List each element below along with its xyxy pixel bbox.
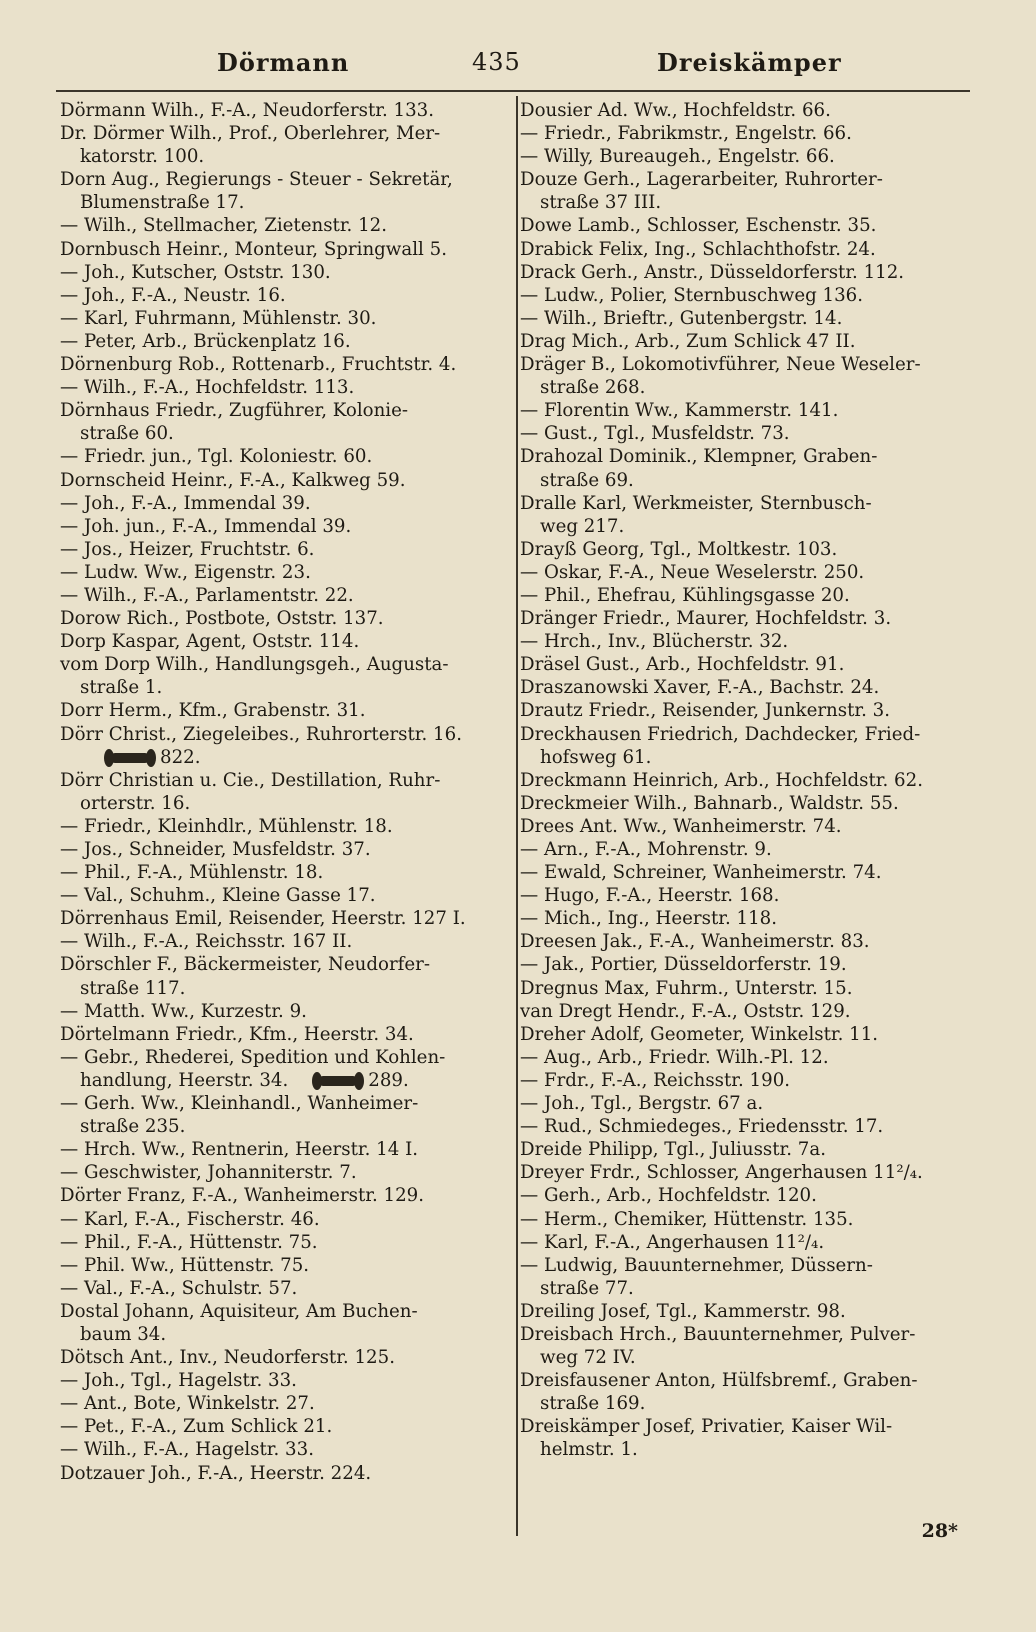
entry-text: Dreckmann Heinrich, Arb., Hochfeldstr. 62. <box>520 769 923 791</box>
directory-entry <box>60 607 488 630</box>
entry-text: Douze Gerh., Lagerarbeiter, Ruhrorter- <box>520 169 883 191</box>
entry-text: Dörmann Wilh., F.-A., Neudorferstr. 133. <box>60 100 435 121</box>
entry-text: — Karl, F.-A., Fischerstr. 46. <box>60 1208 320 1230</box>
directory-entry <box>520 977 948 1000</box>
entry-text: Drayß Georg, Tgl., Moltkestr. 103. <box>520 538 838 560</box>
entry-text: — Friedr., Kleinhdlr., Mühlenstr. 18. <box>60 815 393 837</box>
entry-text: — Geschwister, Johanniterstr. 7. <box>60 1162 357 1184</box>
directory-entry <box>60 1369 488 1392</box>
entry-text: — Phil. Ww., Hüttenstr. 75. <box>60 1254 310 1276</box>
directory-entry <box>520 723 948 769</box>
entry-continuation: straße 60. <box>80 423 174 445</box>
entry-text: — Ewald, Schreiner, Wanheimerstr. 74. <box>520 862 882 884</box>
entry-text: Dr. Dörmer Wilh., Prof., Oberlehrer, Mer- <box>60 123 441 145</box>
directory-entry <box>60 861 488 884</box>
entry-text: — Mich., Ing., Heerstr. 118. <box>520 908 778 930</box>
entry-text: — Joh., F.-A., Neustr. 16. <box>60 284 286 306</box>
right-column <box>520 99 948 1462</box>
directory-entry <box>60 99 488 122</box>
telephone-line <box>60 746 488 769</box>
directory-entry <box>520 330 948 353</box>
entry-continuation: Blumenstraße 17. <box>80 192 245 214</box>
entry-text: — Wilh., Brieftr., Gutenbergstr. 14. <box>520 307 843 329</box>
entry-text: Dörr Christian u. Cie., Destillation, Ruhr- <box>60 769 441 791</box>
entry-continuation: straße 235. <box>80 1116 186 1138</box>
directory-entry <box>60 907 488 930</box>
entry-text: Dötsch Ant., Inv., Neudorferstr. 125. <box>60 1347 395 1369</box>
entry-text: — Oskar, F.-A., Neue Weselerstr. 250. <box>520 561 865 583</box>
entry-text: Dreesen Jak., F.-A., Wanheimerstr. 83. <box>520 931 870 953</box>
entry-text: — Phil., F.-A., Hüttenstr. 75. <box>60 1231 318 1253</box>
entry-text: — Friedr., Fabrikmstr., Engelstr. 66. <box>520 123 852 145</box>
entry-text: Drahozal Dominik., Klempner, Graben- <box>520 446 878 468</box>
entry-text: Dörrenhaus Emil, Reisender, Heerstr. 127 I. <box>60 908 466 930</box>
entry-text: Dreiskämper Josef, Privatier, Kaiser Wil- <box>520 1416 893 1438</box>
directory-entry <box>520 1300 948 1323</box>
directory-entry <box>520 214 948 237</box>
directory-entry <box>60 168 488 214</box>
directory-entry <box>520 1023 948 1046</box>
directory-entry <box>60 376 488 399</box>
directory-entry <box>60 1346 488 1369</box>
directory-entry <box>60 653 488 699</box>
directory-entry <box>520 815 948 838</box>
directory-entry <box>60 1000 488 1023</box>
entry-text: — Jos., Heizer, Fruchtstr. 6. <box>60 538 315 560</box>
directory-entry <box>60 1184 488 1207</box>
directory-entry <box>60 930 488 953</box>
entry-text: — Ludw. Ww., Eigenstr. 23. <box>60 561 311 583</box>
entry-text: — Hrch., Inv., Blücherstr. 32. <box>520 631 789 653</box>
header-left-keyword: Dörmann <box>217 48 350 77</box>
directory-entry <box>60 1092 488 1138</box>
entry-text: — Wilh., F.-A., Reichsstr. 167 II. <box>60 931 353 953</box>
directory-entry <box>520 699 948 722</box>
telephone-icon <box>110 753 150 763</box>
entry-text: Dörr Christ., Ziegeleibes., Ruhrorterstr. 16. <box>60 723 462 745</box>
entry-continuation: straße 1. <box>80 677 163 699</box>
entry-text: Dousier Ad. Ww., Hochfeldstr. 66. <box>520 100 831 121</box>
entry-text: Dörschler F., Bäckermeister, Neudorfer- <box>60 954 431 976</box>
directory-entry <box>60 261 488 284</box>
entry-text: Dreckmeier Wilh., Bahnarb., Waldstr. 55. <box>520 792 899 814</box>
entry-text: — Karl, F.-A., Angerhausen 11²/₄. <box>520 1231 825 1253</box>
directory-entry <box>60 1462 488 1485</box>
directory-entry <box>60 561 488 584</box>
entry-text: van Dregt Hendr., F.-A., Oststr. 129. <box>520 1000 851 1022</box>
signature-mark: 28* <box>921 1520 958 1542</box>
entry-text: Dreisbach Hrch., Bauunternehmer, Pulver- <box>520 1323 916 1345</box>
directory-entry <box>60 515 488 538</box>
directory-entry <box>60 284 488 307</box>
entry-text: — Ludwig, Bauunternehmer, Düssern- <box>520 1254 873 1276</box>
directory-entry <box>520 1161 948 1184</box>
entry-text: Dralle Karl, Werkmeister, Sternbusch- <box>520 492 872 514</box>
directory-entry <box>520 630 948 653</box>
entry-text: — Phil., F.-A., Mühlenstr. 18. <box>60 862 324 884</box>
entry-text: Dörnenburg Rob., Rottenarb., Fruchtstr. 4. <box>60 354 457 376</box>
entry-continuation: katorstr. 100. <box>80 146 205 168</box>
entry-text: — Friedr. jun., Tgl. Koloniestr. 60. <box>60 446 373 468</box>
entry-text: — Ludw., Polier, Sternbuschweg 136. <box>520 284 864 306</box>
directory-entry <box>520 838 948 861</box>
directory-entry <box>60 1046 488 1092</box>
directory-entry <box>520 1000 948 1023</box>
entry-continuation: weg 217. <box>540 515 625 537</box>
entry-text: — Ant., Bote, Winkelstr. 27. <box>60 1393 315 1415</box>
directory-entry <box>520 538 948 561</box>
directory-entry <box>520 284 948 307</box>
directory-entry <box>60 1231 488 1254</box>
entry-text: Dränger Friedr., Maurer, Hochfeldstr. 3. <box>520 608 892 630</box>
entry-continuation: orterstr. 16. <box>80 792 191 814</box>
directory-entry <box>520 676 948 699</box>
directory-entry <box>60 584 488 607</box>
entry-continuation: straße 69. <box>540 469 634 491</box>
directory-entry <box>520 861 948 884</box>
directory-entry <box>60 838 488 861</box>
directory-entry <box>520 584 948 607</box>
directory-entry <box>520 1092 948 1115</box>
header-right-keyword: Dreiskämper <box>657 48 842 77</box>
directory-entry <box>60 469 488 492</box>
directory-entry <box>520 792 948 815</box>
entry-text: Dörnhaus Friedr., Zugführer, Kolonie- <box>60 400 409 422</box>
entry-text: — Wilh., F.-A., Parlamentstr. 22. <box>60 584 354 606</box>
directory-entry <box>520 353 948 399</box>
entry-text: Dorow Rich., Postbote, Oststr. 137. <box>60 608 384 630</box>
entry-text: — Hugo, F.-A., Heerstr. 168. <box>520 885 780 907</box>
entry-text: — Peter, Arb., Brückenplatz 16. <box>60 330 351 352</box>
entry-text: — Wilh., F.-A., Hagelstr. 33. <box>60 1439 314 1461</box>
entry-text: Dregnus Max, Fuhrm., Unterstr. 15. <box>520 977 853 999</box>
directory-entry <box>520 769 948 792</box>
entry-text: — Matth. Ww., Kurzestr. 9. <box>60 1000 307 1022</box>
directory-entry <box>520 1208 948 1231</box>
entry-text: — Joh., Kutscher, Oststr. 130. <box>60 261 331 283</box>
entry-text: — Pet., F.-A., Zum Schlick 21. <box>60 1416 333 1438</box>
directory-entry <box>520 261 948 284</box>
directory-entry <box>520 1138 948 1161</box>
entry-continuation: baum 34. <box>80 1323 167 1345</box>
directory-entry <box>520 492 948 538</box>
entry-text: — Jak., Portier, Düsseldorferstr. 19. <box>520 954 847 976</box>
directory-entry <box>520 1115 948 1138</box>
telephone-number: 822. <box>160 746 201 768</box>
entry-text: — Frdr., F.-A., Reichsstr. 190. <box>520 1069 791 1091</box>
page-number: 435 <box>472 48 521 76</box>
entry-text: Dräger B., Lokomotivführer, Neue Weseler- <box>520 354 921 376</box>
entry-text: Dreckhausen Friedrich, Dachdecker, Fried- <box>520 723 921 745</box>
entry-continuation: straße 169. <box>540 1393 646 1415</box>
directory-entry <box>520 1069 948 1092</box>
entry-text: Drautz Friedr., Reisender, Junkernstr. 3. <box>520 700 890 722</box>
directory-entry <box>520 607 948 630</box>
directory-entry <box>60 122 488 168</box>
entry-continuation: hofsweg 61. <box>540 746 652 768</box>
directory-entry <box>520 1184 948 1207</box>
directory-entry <box>60 953 488 999</box>
directory-entry <box>520 1369 948 1415</box>
entry-text: Dreher Adolf, Geometer, Winkelstr. 11. <box>520 1023 879 1045</box>
entry-text: Dreide Philipp, Tgl., Juliusstr. 7a. <box>520 1139 827 1161</box>
entry-text: — Val., F.-A., Schulstr. 57. <box>60 1277 298 1299</box>
entry-text: Drees Ant. Ww., Wanheimerstr. 74. <box>520 815 842 837</box>
entry-text: Drack Gerh., Anstr., Düsseldorferstr. 112. <box>520 261 905 283</box>
directory-entry <box>520 445 948 491</box>
directory-entry <box>520 1323 948 1369</box>
directory-entry <box>60 1415 488 1438</box>
directory-entry <box>520 907 948 930</box>
entry-text: Dostal Johann, Aquisiteur, Am Buchen- <box>60 1300 418 1322</box>
directory-entry <box>520 1046 948 1069</box>
entry-text: — Arn., F.-A., Mohrenstr. 9. <box>520 839 772 860</box>
directory-entry <box>520 953 948 976</box>
directory-entry <box>520 238 948 261</box>
entry-text: — Willy, Bureaugeh., Engelstr. 66. <box>520 146 835 168</box>
telephone-icon <box>318 1076 358 1086</box>
entry-continuation: handlung, Heerstr. 34. <box>80 1069 289 1091</box>
entry-text: Dreiling Josef, Tgl., Kammerstr. 98. <box>520 1300 846 1322</box>
entry-text: Dorn Aug., Regierungs - Steuer - Sekretär, <box>60 169 453 191</box>
directory-entry <box>60 330 488 353</box>
entry-text: Dorr Herm., Kfm., Grabenstr. 31. <box>60 700 366 722</box>
entry-text: Dorp Kaspar, Agent, Oststr. 114. <box>60 631 360 653</box>
directory-entry <box>520 399 948 422</box>
entry-text: Dräsel Gust., Arb., Hochfeldstr. 91. <box>520 654 845 676</box>
directory-entry <box>520 168 948 214</box>
entry-continuation: straße 268. <box>540 377 646 399</box>
directory-entry <box>60 1254 488 1277</box>
directory-entry <box>520 122 948 145</box>
directory-entry <box>60 1277 488 1300</box>
directory-entry <box>520 930 948 953</box>
directory-entry <box>60 884 488 907</box>
directory-entry <box>520 307 948 330</box>
directory-entry <box>60 1161 488 1184</box>
directory-entry <box>60 1208 488 1231</box>
header-rule <box>56 90 970 92</box>
entry-text: — Hrch. Ww., Rentnerin, Heerstr. 14 I. <box>60 1139 419 1161</box>
directory-entry <box>520 422 948 445</box>
entry-text: Dornscheid Heinr., F.-A., Kalkweg 59. <box>60 469 406 491</box>
directory-entry <box>520 99 948 122</box>
directory-entry <box>60 1392 488 1415</box>
entry-text: Dreyer Frdr., Schlosser, Angerhausen 11²/₄. <box>520 1162 923 1184</box>
entry-text: — Val., Schuhm., Kleine Gasse 17. <box>60 885 376 907</box>
directory-entry <box>60 699 488 722</box>
directory-entry <box>520 561 948 584</box>
entry-text: — Joh., Tgl., Bergstr. 67 a. <box>520 1093 764 1115</box>
directory-entry <box>60 238 488 261</box>
entry-text: — Gerh., Arb., Hochfeldstr. 120. <box>520 1185 817 1207</box>
directory-entry <box>60 815 488 838</box>
directory-entry <box>520 1415 948 1461</box>
directory-entry <box>60 214 488 237</box>
entry-text: Dowe Lamb., Schlosser, Eschenstr. 35. <box>520 215 877 237</box>
entry-text: — Karl, Fuhrmann, Mühlenstr. 30. <box>60 307 377 329</box>
entry-text: Drag Mich., Arb., Zum Schlick 47 II. <box>520 330 856 352</box>
directory-entry <box>520 653 948 676</box>
directory-entry <box>60 1023 488 1046</box>
directory-entry <box>60 630 488 653</box>
column-divider <box>516 96 518 1536</box>
entry-text: — Gerh. Ww., Kleinhandl., Wanheimer- <box>60 1093 419 1115</box>
directory-entry <box>60 769 488 815</box>
directory-entry <box>520 145 948 168</box>
entry-text: vom Dorp Wilh., Handlungsgeh., Augusta- <box>60 654 449 676</box>
directory-entry <box>60 1438 488 1461</box>
entry-text: — Joh., F.-A., Immendal 39. <box>60 492 311 514</box>
entry-text: — Aug., Arb., Friedr. Wilh.-Pl. 12. <box>520 1046 829 1068</box>
directory-entry <box>60 538 488 561</box>
entry-continuation: helmstr. 1. <box>540 1439 638 1461</box>
directory-entry <box>520 1254 948 1300</box>
entry-text: Dotzauer Joh., F.-A., Heerstr. 224. <box>60 1462 372 1484</box>
entry-continuation: straße 77. <box>540 1277 634 1299</box>
entry-text: — Florentin Ww., Kammerstr. 141. <box>520 400 839 422</box>
entry-text: Drabick Felix, Ing., Schlachthofstr. 24. <box>520 238 876 260</box>
directory-entry <box>520 884 948 907</box>
directory-entry <box>60 492 488 515</box>
entry-text: — Rud., Schmiedeges., Friedensstr. 17. <box>520 1116 884 1138</box>
entry-text: — Herm., Chemiker, Hüttenstr. 135. <box>520 1208 854 1230</box>
entry-text: — Gebr., Rhederei, Spedition und Kohlen- <box>60 1046 446 1068</box>
entry-text: — Joh. jun., F.-A., Immendal 39. <box>60 515 352 537</box>
entry-text: — Jos., Schneider, Musfeldstr. 37. <box>60 839 371 860</box>
entry-text: — Joh., Tgl., Hagelstr. 33. <box>60 1370 297 1392</box>
entry-continuation: straße 117. <box>80 977 186 999</box>
entry-text: — Phil., Ehefrau, Kühlingsgasse 20. <box>520 584 850 606</box>
directory-entry <box>60 1138 488 1161</box>
entry-text: — Gust., Tgl., Musfeldstr. 73. <box>520 423 790 445</box>
telephone-number: 289. <box>368 1069 409 1091</box>
left-column <box>60 99 488 1485</box>
directory-entry <box>60 723 488 769</box>
directory-entry <box>60 307 488 330</box>
entry-continuation: weg 72 IV. <box>540 1347 636 1369</box>
entry-text: Draszanowski Xaver, F.-A., Bachstr. 24. <box>520 677 880 699</box>
entry-text: Dornbusch Heinr., Monteur, Springwall 5. <box>60 238 447 260</box>
directory-entry <box>520 1231 948 1254</box>
entry-text: Dörter Franz, F.-A., Wanheimerstr. 129. <box>60 1185 425 1207</box>
entry-continuation: straße 37 III. <box>540 192 662 214</box>
entry-text: Dörtelmann Friedr., Kfm., Heerstr. 34. <box>60 1023 414 1045</box>
entry-text: — Wilh., Stellmacher, Zietenstr. 12. <box>60 215 388 237</box>
entry-text: — Wilh., F.-A., Hochfeldstr. 113. <box>60 377 355 399</box>
directory-entry <box>60 353 488 376</box>
directory-entry <box>60 1300 488 1346</box>
directory-entry <box>60 445 488 468</box>
entry-text: Dreisfausener Anton, Hülfsbremf., Graben- <box>520 1370 918 1392</box>
directory-entry <box>60 399 488 445</box>
